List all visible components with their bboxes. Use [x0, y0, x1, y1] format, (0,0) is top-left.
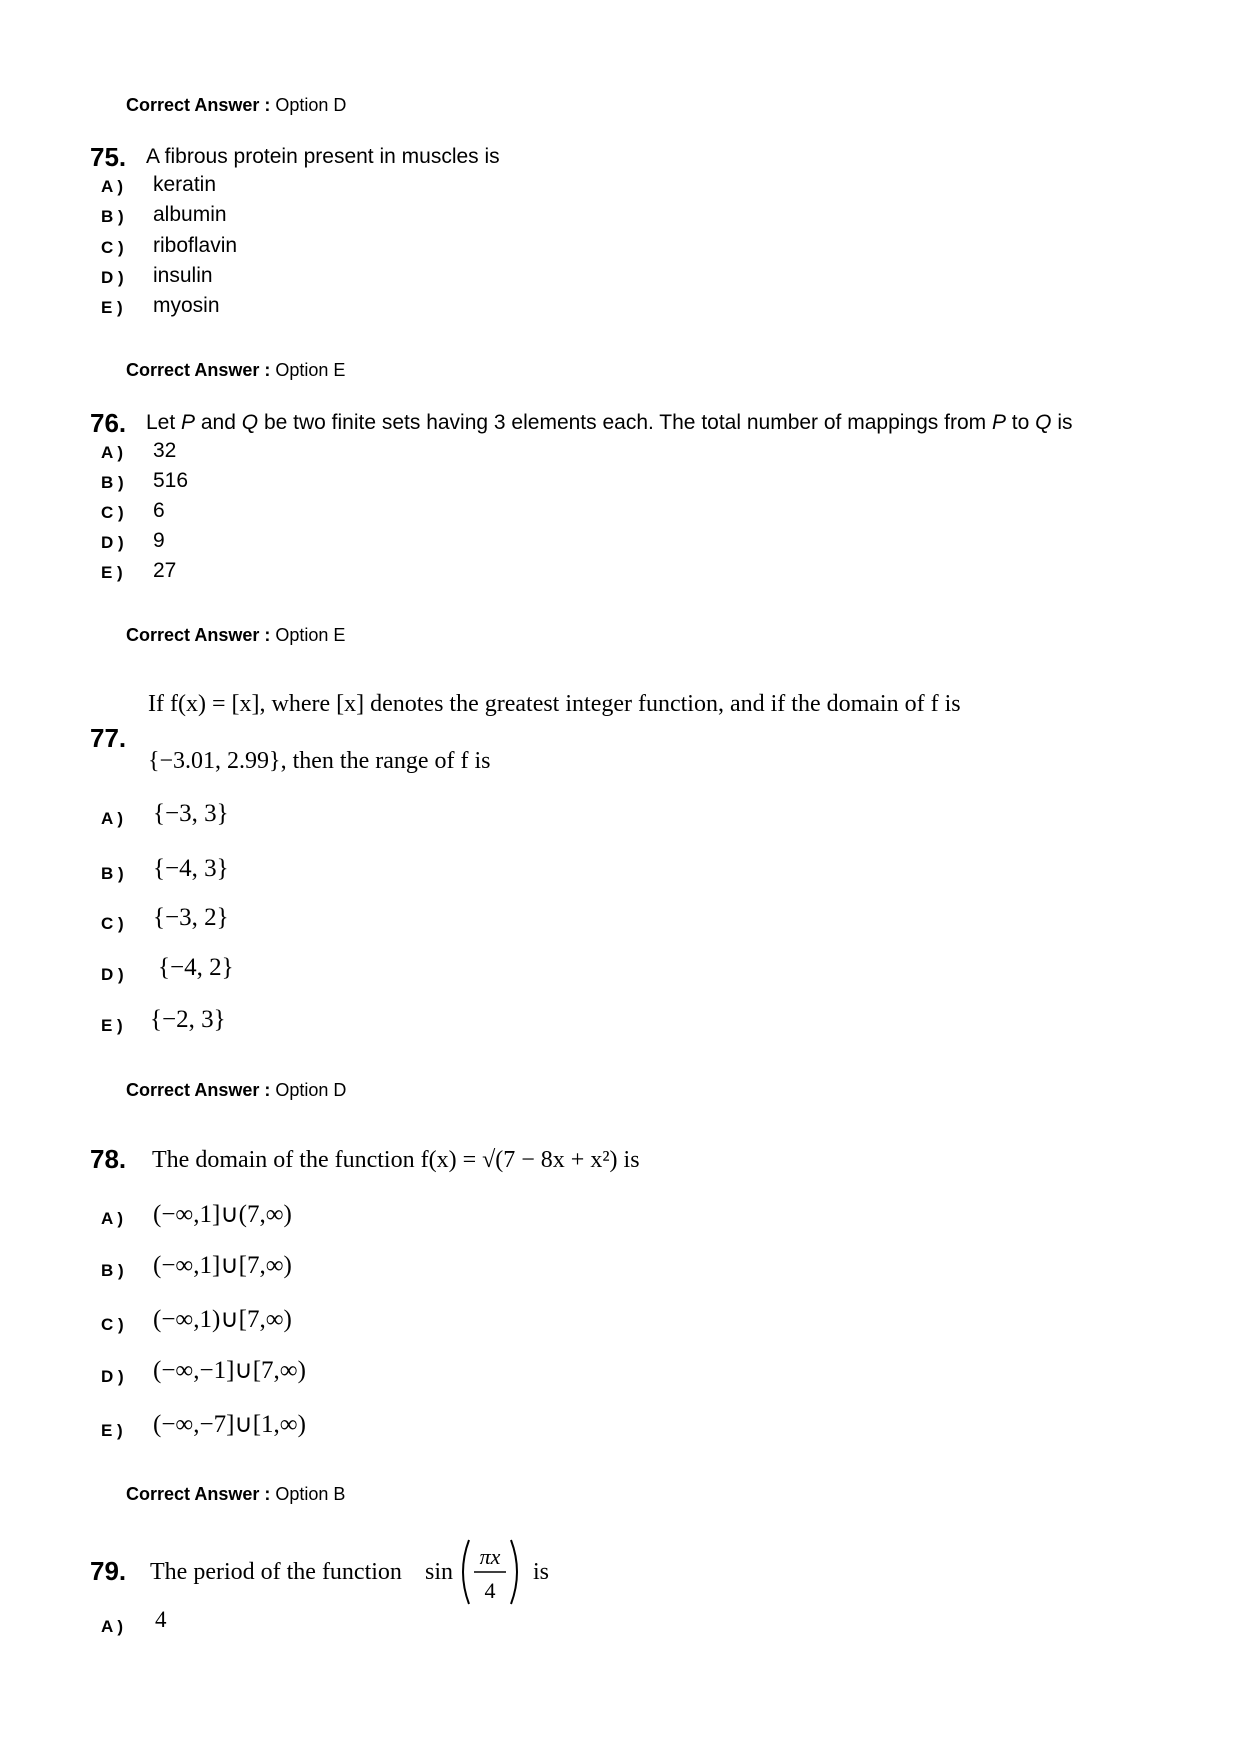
correct-answer-label: Correct Answer :: [126, 1484, 271, 1504]
correct-answer-value: Option E: [275, 360, 346, 380]
correct-answer-value: Option B: [275, 1484, 346, 1504]
option-math: (−∞,−1]∪[7,∞): [153, 1357, 306, 1384]
right-paren: [511, 1540, 517, 1604]
correct-answer-75: [126, 360, 345, 381]
correct-answer-value: Option E: [275, 625, 346, 645]
option-label: B ): [101, 864, 124, 883]
option-label: A ): [101, 177, 124, 196]
option-text: riboflavin: [153, 234, 238, 257]
option-text: 32: [153, 439, 177, 462]
correct-answer-value: Option D: [275, 1080, 347, 1100]
option-math: {−4, 2}: [158, 954, 234, 981]
correct-answer-label: Correct Answer :: [126, 1080, 271, 1100]
correct-answer-label: Correct Answer :: [126, 625, 271, 645]
option-label: E ): [101, 298, 123, 317]
option-label: D ): [101, 268, 124, 287]
function-name: sin: [425, 1559, 454, 1585]
question-number: 77.: [90, 723, 127, 753]
option-label: E ): [101, 563, 123, 582]
fraction-expression: [455, 1536, 525, 1608]
option-label: D ): [101, 533, 124, 552]
option-math: 4: [155, 1607, 167, 1632]
option-label: A ): [101, 1209, 124, 1228]
option-math: {−4, 3}: [153, 855, 229, 882]
left-paren: [463, 1540, 469, 1604]
option-math: {−2, 3}: [150, 1006, 226, 1033]
correct-answer-label: Correct Answer :: [126, 95, 271, 115]
option-label: B ): [101, 473, 124, 492]
option-label: D ): [101, 1367, 124, 1386]
correct-answer-76: [126, 625, 345, 646]
option-math: (−∞,1]∪(7,∞): [153, 1201, 292, 1228]
option-label: C ): [101, 503, 124, 522]
option-label: D ): [101, 965, 124, 984]
question-text: Let P and Q be two finite sets having 3 elements each. The total number of mappings from P to Q is: [146, 411, 1073, 434]
question-number: 78.: [90, 1144, 127, 1174]
option-text: 27: [153, 559, 177, 582]
option-label: E ): [101, 1421, 123, 1440]
fraction-numerator: πx: [479, 1544, 501, 1569]
option-label: B ): [101, 207, 124, 226]
option-label: C ): [101, 238, 124, 257]
question-text: A fibrous protein present in muscles is: [146, 145, 500, 168]
correct-answer-77: [126, 1080, 346, 1101]
option-math: (−∞,1)∪[7,∞): [153, 1306, 292, 1333]
question-number: 76.: [90, 408, 127, 438]
question-number: 75.: [90, 142, 127, 172]
option-label: A ): [101, 443, 124, 462]
question-text: The domain of the function f(x) = √(7 − 8x + x²) is: [152, 1147, 640, 1173]
question-text-end: is: [533, 1559, 550, 1585]
option-text: myosin: [153, 294, 220, 317]
option-math: (−∞,1]∪[7,∞): [153, 1252, 292, 1279]
option-text: 6: [153, 499, 165, 522]
option-text: 9: [153, 529, 165, 552]
correct-answer-value: Option D: [275, 95, 347, 115]
option-text: 516: [153, 469, 189, 492]
question-text-line2: {−3.01, 2.99}, then the range of f is: [148, 748, 491, 774]
option-math: (−∞,−7]∪[1,∞): [153, 1411, 306, 1438]
option-label: B ): [101, 1261, 124, 1280]
question-text: The period of the function: [150, 1559, 402, 1585]
option-text: albumin: [153, 203, 227, 226]
question-text-line1: If f(x) = [x], where [x] denotes the greatest integer function, and if the domain of f is: [148, 691, 961, 717]
fraction-denominator: 4: [484, 1578, 496, 1603]
question-number: 79.: [90, 1556, 127, 1586]
option-label: C ): [101, 914, 124, 933]
option-label: A ): [101, 1617, 124, 1636]
option-text: keratin: [153, 173, 217, 196]
correct-answer-78: [126, 1484, 345, 1505]
correct-answer-label: Correct Answer :: [126, 360, 271, 380]
option-math: {−3, 2}: [153, 904, 229, 931]
option-math: {−3, 3}: [153, 800, 229, 827]
option-label: C ): [101, 1315, 124, 1334]
option-label: E ): [101, 1016, 123, 1035]
option-text: insulin: [153, 264, 213, 287]
correct-answer-74: [126, 95, 346, 116]
option-label: A ): [101, 809, 124, 828]
